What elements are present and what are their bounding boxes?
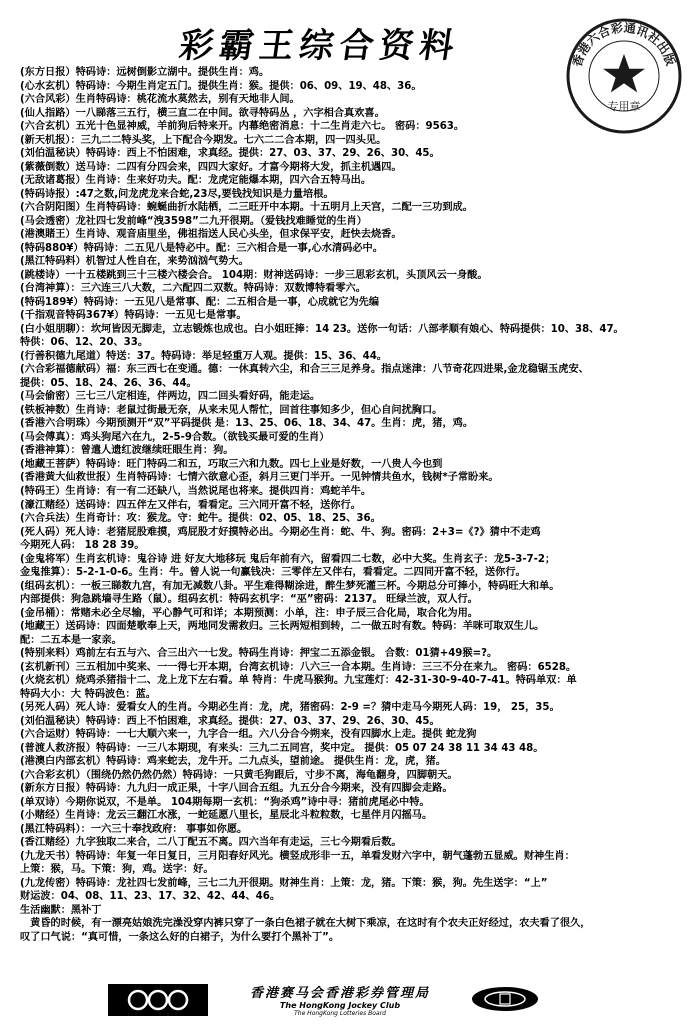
info-line: 特码大小：大 特码波色：蓝。 bbox=[20, 688, 156, 700]
info-line: 叹了口气说：“真可惜，一条这么好的白裙子，为什么要打个黑补丁”。 bbox=[20, 932, 340, 943]
seal-center-text: 专用章 bbox=[607, 100, 641, 113]
info-line: (无敌诸葛报）生肖诗：生来好功夫。配：龙虎定能爆本期，四六合五特马出。 bbox=[20, 175, 372, 187]
info-line: 财运波：04、08、11、23、17、32、42、44、46。 bbox=[20, 891, 281, 903]
info-line: (小赌经）生肖诗：龙云三翻江水涨，一蛇延愿八里长，星辰北斗粒粒数，七星伴月闪摇马。 bbox=[20, 810, 433, 822]
info-line: (港澳白内部玄机）特码诗：鸡来蛇去，龙牛开。二九点头，望前途。 提供生肖：龙，虎，猪。 bbox=[20, 756, 446, 768]
info-line: (组码玄机）：一板三睇数九宫，有加无减数八卦。平生难得糊涂进，醉生梦死灌三杯。今期总分可捧小，特码旺大和单。 bbox=[20, 580, 560, 592]
info-line: (行善积德九尾道）特送：37。特码诗：举足轻重万人观。提供：15、36、44。 bbox=[20, 350, 387, 362]
info-line: (六合玄机）五光十色显神威，羊前狗后特来开。内幕绝密消息：十二生肖走六七。 密码：9563。 bbox=[20, 121, 465, 133]
info-line: (六合阴阳图）生肖特码诗：蜿蜒曲折水陆栖，二三旺开中本期。十五明月上天宫，二配一三功到成。 bbox=[20, 202, 473, 214]
info-line: (马会傅真）：鸡头狗尾六在九，2-5-9合数。（欲钱买最可爱的生肖） bbox=[20, 431, 330, 443]
info-line: (白小姐朋聊）：坎坷皆因无脚走，立志锻炼也成也。白小姐旺捧：14 23。送你一句话：八部孝顺有娘心、特码提供：10、38、47。 bbox=[20, 323, 624, 335]
info-line: (死人码）死人诗：老猪屁股难摸，鸡屁股才好摸特必出。今期必生肖：蛇、牛、狗。密码：2+3=《?》猜中不走鸡 bbox=[20, 526, 541, 538]
info-line: (火烧玄机）烧鸡杀猪指十二、龙上龙下左右看。单 特肖：牛虎马猴狗。九宝莲灯：42-31-30-9-40-7-41。特码单双：单 bbox=[20, 675, 577, 687]
info-line: (黑江特码料）机智过人性自在，来势汹汹气势大。 bbox=[20, 256, 249, 268]
info-line: (地藏王菩萨）特码诗：旺门特码二和五，巧取三六和九数。四七上业是好数，一八贵人今也到 bbox=[20, 458, 443, 470]
info-line: (刘伯温秘诀）特码诗：西上不怕困难，求真经。提供：27、03、37、29、26、30、45。 bbox=[20, 715, 440, 727]
info-line: (特码诗报）:47之数,问龙虎龙来合蛇,23尽,要钱找知识是力量培根。 bbox=[20, 188, 334, 200]
info-line: (仙人指路）一八睇落三五行，横三直二在中间。欲寻特码丛 ，六字相合真欢喜。 bbox=[20, 107, 385, 119]
info-line: (香江赌经）九字独取二来合，二八丁配五不离。四六当年有走运，三七今期看后数。 bbox=[20, 837, 402, 849]
page-title: 彩霸王综合资料 bbox=[176, 26, 463, 66]
info-line: (东方日报）特码诗：远树倒影立湖中。提供生肖：鸡。 bbox=[20, 67, 270, 78]
info-line: (九龙传密）特码诗：龙社四七发前峰，三七二九开很期。财神生肖：上策：龙，猪。下策：猴，狗。先生送字：“上” bbox=[20, 877, 548, 889]
info-line: 金鬼推算）：5-2-1-0-6。生肖：牛。曾人说一句赢钱决：三零伴左又伴右，看看定。二四同开富不轻，送你行。 bbox=[20, 567, 526, 579]
info-line: (特码王）生肖诗：有一有二还缺八，当然说尾也将来。提供四肖：鸡蛇羊牛。 bbox=[20, 485, 372, 497]
info-line: (香港六合明珠）今期预测开“双”平码提供 是：13、25、06、18、34、47。生肖：虎，猪，鸡。 bbox=[20, 418, 474, 430]
jockey-club-logo-icon bbox=[108, 984, 208, 1016]
info-line: (刘伯温秘诀）特码诗：西上不怕困难，求真经。提供：27、03、37、29、26、30、45。 bbox=[20, 148, 440, 160]
info-lines bbox=[20, 66, 685, 945]
info-line: (地藏王）送码诗：四面楚歌奉上天，两地同发需救归。三长两短相到转，二一做五时有数。特码：羊咪可取双生儿。 bbox=[20, 621, 545, 633]
footer bbox=[0, 982, 700, 1020]
info-line: 配：二五本是一家亲。 bbox=[20, 634, 122, 646]
info-line: (马会透密）龙社四七发前峰“洩3598”二九开很期。（爱钱找难睡觉的生肖） bbox=[20, 215, 367, 227]
info-line: (紫薇倒数）送马诗：二四有分四会来，四四大家好。才富今期将大发，抓主机遇四。 bbox=[20, 161, 402, 173]
seal-ring-text: 香港六合彩通讯社出版 bbox=[569, 20, 678, 69]
info-line: (九龙天书）特码诗：年复一年日复日，三月阳春好风光。横竖成形非一五，单看发财六字中，朝气蓬勃五显威。财神生肖： bbox=[20, 850, 575, 862]
info-line: (六合彩玄机）（围绕仍然仍然仍然）特码诗：一只黄毛狗跟后，寸步不离，海龟翻身，四脚朝天。 bbox=[20, 769, 458, 781]
info-line: (金吊桶）：常赌未必全尽输，平心静气可和详；本期预测：小单，注：申子辰三合化局，取合化为用。 bbox=[20, 607, 478, 619]
info-line: (港澳賭王）生肖诗、观音庙里坐，佛祖指送人民心头坐，但求保平安，赶快去烧香。 bbox=[20, 229, 402, 241]
info-line: (台湾神算）：三六连三八大数，二六配四二双数。特码诗：双数博特看零六。 bbox=[20, 283, 366, 295]
info-line: (黑江特码料）：一六三十奉找政府： 事事如你愿。 bbox=[20, 823, 248, 835]
info-line: 提供：05、18、24、26、36、44。 bbox=[20, 377, 197, 389]
info-line: (普渡人救济报）特码诗：一三八本期现，有来头：三九二五同宫，奖中定。 提供：05 07 24 38 11 34 43 48。 bbox=[20, 742, 544, 754]
info-line: 特供：06、12、20、33。 bbox=[20, 337, 149, 349]
info-line: (特码189¥）特码诗：一五见八是常事、配：二五相合是一事，心成就它为先编 bbox=[20, 296, 380, 308]
footer-org-english: The HongKong Jockey Club bbox=[279, 1001, 401, 1010]
info-line: (香港黄大仙救世报）生肖特码诗：七情六欲意心歪，斜月三更门半开。一见钟情共鱼水，钱树*子常盼来。 bbox=[20, 472, 499, 484]
info-line: (玄机新刊）三五相加中奖来、一一得七开本期，台湾玄机诗：八六三一合本期。生肖诗：三三不分在来九。 密码：6528。 bbox=[20, 661, 577, 673]
footer-org-chinese: 香港赛马会香港彩券管理局 bbox=[249, 986, 430, 1001]
info-line: (六合运财）特码诗：一七大顺六来一，九字合一组。六八分合今朔来，没有四脚水上走。提供 蛇龙狗 bbox=[20, 729, 477, 741]
info-line: 上策：猴，马。下策：狗，鸡。送字：好。 bbox=[20, 864, 214, 876]
info-line: 今期死人码： 18 28 39。 bbox=[20, 540, 145, 552]
info-line: (马会偷密）三七三八定相连，伴两边，四二回头看好码，能走运。 bbox=[20, 391, 321, 403]
info-line: (特别来料）鸡前左右五与六、合三出六一七发。特码生肖诗：押宝二五添金银。 合数：01猜+49猴=?。 bbox=[20, 648, 498, 660]
info-line: (六合兵法）生肖奇计：攻：猴龙。守：蛇牛。提供：02、05、18、25、36。 bbox=[20, 513, 381, 525]
info-line: 生活幽默：黑补丁 bbox=[20, 904, 102, 916]
info-line: (另死人码）死人诗：爱看女人的生肖。今期必生肖：龙，虎，猪密码：2-9 =？猜中走马今期死人码：19， 25，35。 bbox=[20, 702, 560, 714]
footer-org-english-2: The HongKong Lotteries Board bbox=[294, 1010, 386, 1017]
info-line: (铁板神数）生肖诗：老鼠过街最无奈，从来未见人帮忙，回首往事知多少，但心自问扰胸口。 bbox=[20, 404, 443, 416]
info-line: (六合风彩）生肖特码诗：桃花流水莫然去，别有天地非人间。 bbox=[20, 94, 300, 106]
info-line: (特码880¥）特码诗：二五见八是特必中。配：三六相合是一事,心水清码必中。 bbox=[20, 242, 383, 254]
lotteries-logo-icon bbox=[470, 985, 540, 1013]
info-line: (千指观音特码367¥）特码诗：一五见七是常事。 bbox=[20, 310, 247, 322]
info-line: (六合彩福德献码）福：东三西七在变通。德：一休真转六尘，和合三三足养身。指点迷津：八节奇花四进果,金龙稳锯玉虎安、 bbox=[20, 364, 589, 376]
info-line: (单双诗）今期你说双，不是单。 104期每期一玄机：“狗杀鸡”诗中寻：猪前虎尾必中特。 bbox=[20, 796, 430, 808]
info-line: 黄昏的时候，有一漂亮姑娘洗完澡没穿内裤只穿了一条白色裙子就在大树下乘凉，在这时有个农夫正好经过，农夫看了很久， bbox=[20, 918, 591, 930]
info-line: (心水玄机）特码诗：今期生肖定五门。提供生肖：猴。提供：06、09、19、48、36。 bbox=[20, 80, 422, 92]
info-line: (香港神算）：曾遣人遗红波继续旺眼生肖：狗。 bbox=[20, 445, 234, 457]
info-line: 内部提供：狗急跳墙寻生路（鼠）。组码玄机：特码玄机字：“巫”密码：2137。 旺绿兰波，双人行。 bbox=[20, 594, 478, 606]
info-line: (跳楼诗）一十五楼跳到三十三楼六楼会合。 104期：财神送码诗：一步三思彩玄机，头顶风云一身酸。 bbox=[20, 269, 488, 281]
info-line: (新东方日报）特码诗：九九归一成正果，十字八回合五组。九五分合今期来，没有四脚会走路。 bbox=[20, 783, 453, 795]
info-line: (新天机报）：三九二二特头奖，上下配合今期发。七六二二合本期，四一四头见。 bbox=[20, 134, 387, 146]
info-line: (金鬼将军）生肖玄机诗：鬼谷诗 进 好友大地移玩 鬼后年前有六，留看四二七数，必中大奖。生肖玄子：龙5-3-7-2； bbox=[20, 553, 556, 565]
info-line: (濠江赌经）送码诗：四五伴左又伴右，看看定。三六同开富不轻，送你行。 bbox=[20, 499, 361, 511]
